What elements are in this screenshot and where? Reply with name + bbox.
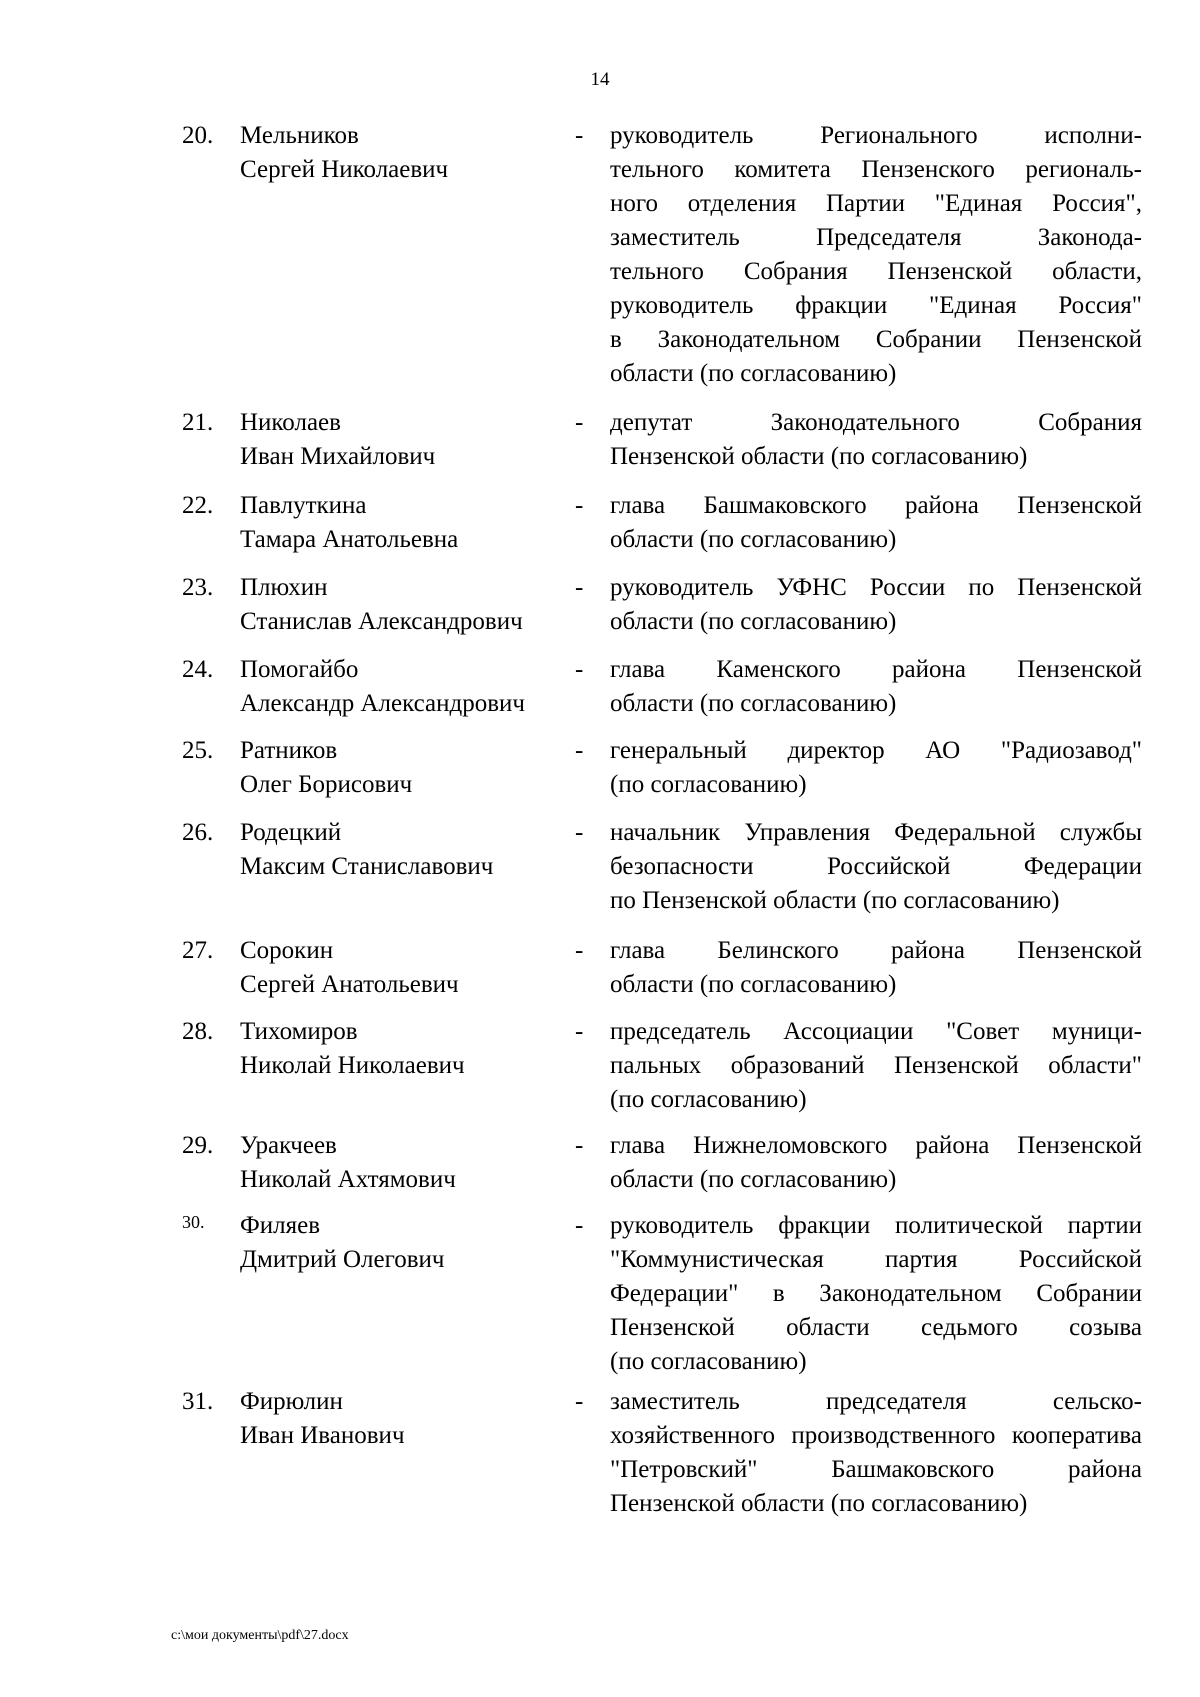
entry-name: Плюхин Станислав Александрович (240, 574, 523, 635)
entry-name: Уракчеев Николай Ахтямович (240, 1132, 456, 1193)
description-line: области (по согласованию) (610, 526, 897, 553)
footer-file-path: c:\мои документы\pdf\27.docx (171, 1628, 349, 1643)
entry-dash: - (575, 1018, 584, 1045)
entry-dash: - (575, 656, 584, 683)
entry-description (610, 571, 1142, 639)
description-line: руководитель фракции политической партии (610, 1212, 1142, 1239)
description-line: Пензенской области (по согласованию) (610, 1490, 1028, 1517)
description-line: руководитель фракции "Единая Россия" (610, 292, 1142, 319)
entry-dash: - (575, 737, 584, 764)
description-line: руководитель УФНС России по Пензенской (610, 574, 1142, 601)
entry-name: Фирюлин Иван Иванович (240, 1388, 405, 1449)
entry-name: Николаев Иван Михайлович (240, 409, 436, 470)
description-line: Федерации" в Законодательном Собрании (610, 1280, 1142, 1307)
entry-dash: - (575, 1388, 584, 1415)
entry-description (610, 734, 1142, 802)
description-line: заместитель председателя сельско- (610, 1388, 1142, 1415)
entry-description (610, 1129, 1142, 1197)
entry-dash: - (575, 1212, 584, 1239)
description-line: области (по согласованию) (610, 360, 897, 387)
entry-name: Помогайбо Александр Александрович (240, 656, 525, 717)
description-line: безопасности Российской Федерации (610, 853, 1142, 880)
entry-description (610, 1385, 1142, 1521)
description-line: (по согласованию) (610, 1348, 807, 1375)
entry-dash: - (575, 937, 584, 964)
entry-description (610, 1015, 1142, 1117)
entry-dash: - (575, 122, 584, 149)
description-line: председатель Ассоциации "Совет муници- (610, 1018, 1142, 1045)
description-line: области (по согласованию) (610, 971, 897, 998)
entry-number: 20. (182, 122, 214, 149)
description-line: Пензенской области седьмого созыва (610, 1314, 1142, 1341)
description-line: ного отделения Партии "Единая Россия", (610, 190, 1142, 217)
description-line: пальных образований Пензенской области" (610, 1052, 1142, 1079)
description-line: Пензенской области (по согласованию) (610, 443, 1028, 470)
description-line: глава Башмаковского района Пензенской (610, 492, 1142, 519)
entry-name: Тихомиров Николай Николаевич (240, 1018, 465, 1079)
entry-name: Филяев Дмитрий Олегович (240, 1212, 445, 1273)
entry-number: 21. (182, 409, 214, 436)
description-line: депутат Законодательного Собрания (610, 409, 1142, 436)
description-line: генеральный директор АО "Радиозавод" (610, 737, 1142, 764)
entry-number: 25. (182, 737, 214, 764)
description-line: глава Белинского района Пензенской (610, 937, 1142, 964)
entry-name: Родецкий Максим Станиславович (240, 819, 494, 880)
entry-number: 31. (182, 1388, 214, 1415)
entry-description (610, 816, 1142, 918)
description-line: заместитель Председателя Законода- (610, 224, 1142, 251)
entry-name: Мельников Сергей Николаевич (240, 122, 449, 183)
description-line: (по согласованию) (610, 1086, 807, 1113)
description-line: хозяйственного производственного кооператива (610, 1422, 1142, 1449)
entry-description (610, 653, 1142, 721)
entry-number: 24. (182, 656, 214, 683)
description-line: начальник Управления Федеральной службы (610, 819, 1142, 846)
entry-description (610, 119, 1142, 391)
entry-number: 22. (182, 492, 214, 519)
description-line: руководитель Регионального исполни- (610, 122, 1142, 149)
entry-name: Ратников Олег Борисович (240, 737, 413, 798)
description-line: (по согласованию) (610, 771, 807, 798)
entry-number: 28. (182, 1018, 214, 1045)
entry-number: 26. (182, 819, 214, 846)
description-line: по Пензенской области (по согласованию) (610, 887, 1060, 914)
entry-number: 30. (182, 1212, 205, 1232)
entry-dash: - (575, 492, 584, 519)
entry-dash: - (575, 409, 584, 436)
description-line: "Коммунистическая партия Российской (610, 1246, 1142, 1273)
description-line: в Законодательном Собрании Пензенской (610, 326, 1142, 353)
entry-description (610, 489, 1142, 557)
entry-dash: - (575, 574, 584, 601)
entry-dash: - (575, 819, 584, 846)
entry-number: 23. (182, 574, 214, 601)
entry-number: 29. (182, 1132, 214, 1159)
entry-name: Сорокин Сергей Анатольевич (240, 937, 459, 998)
entry-description (610, 934, 1142, 1002)
entry-name: Павлуткина Тамара Анатольевна (240, 492, 459, 553)
entry-dash: - (575, 1132, 584, 1159)
description-line: тельного комитета Пензенского региональ- (610, 156, 1142, 183)
description-line: "Петровский" Башмаковского района (610, 1456, 1142, 1483)
entry-description (610, 406, 1142, 474)
entry-number: 27. (182, 937, 214, 964)
description-line: области (по согласованию) (610, 608, 897, 635)
entry-description (610, 1209, 1142, 1379)
page-number: 14 (590, 69, 610, 90)
description-line: области (по согласованию) (610, 1166, 897, 1193)
description-line: глава Нижнеломовского района Пензенской (610, 1132, 1142, 1159)
description-line: глава Каменского района Пензенской (610, 656, 1142, 683)
description-line: тельного Собрания Пензенской области, (610, 258, 1142, 285)
description-line: области (по согласованию) (610, 690, 897, 717)
